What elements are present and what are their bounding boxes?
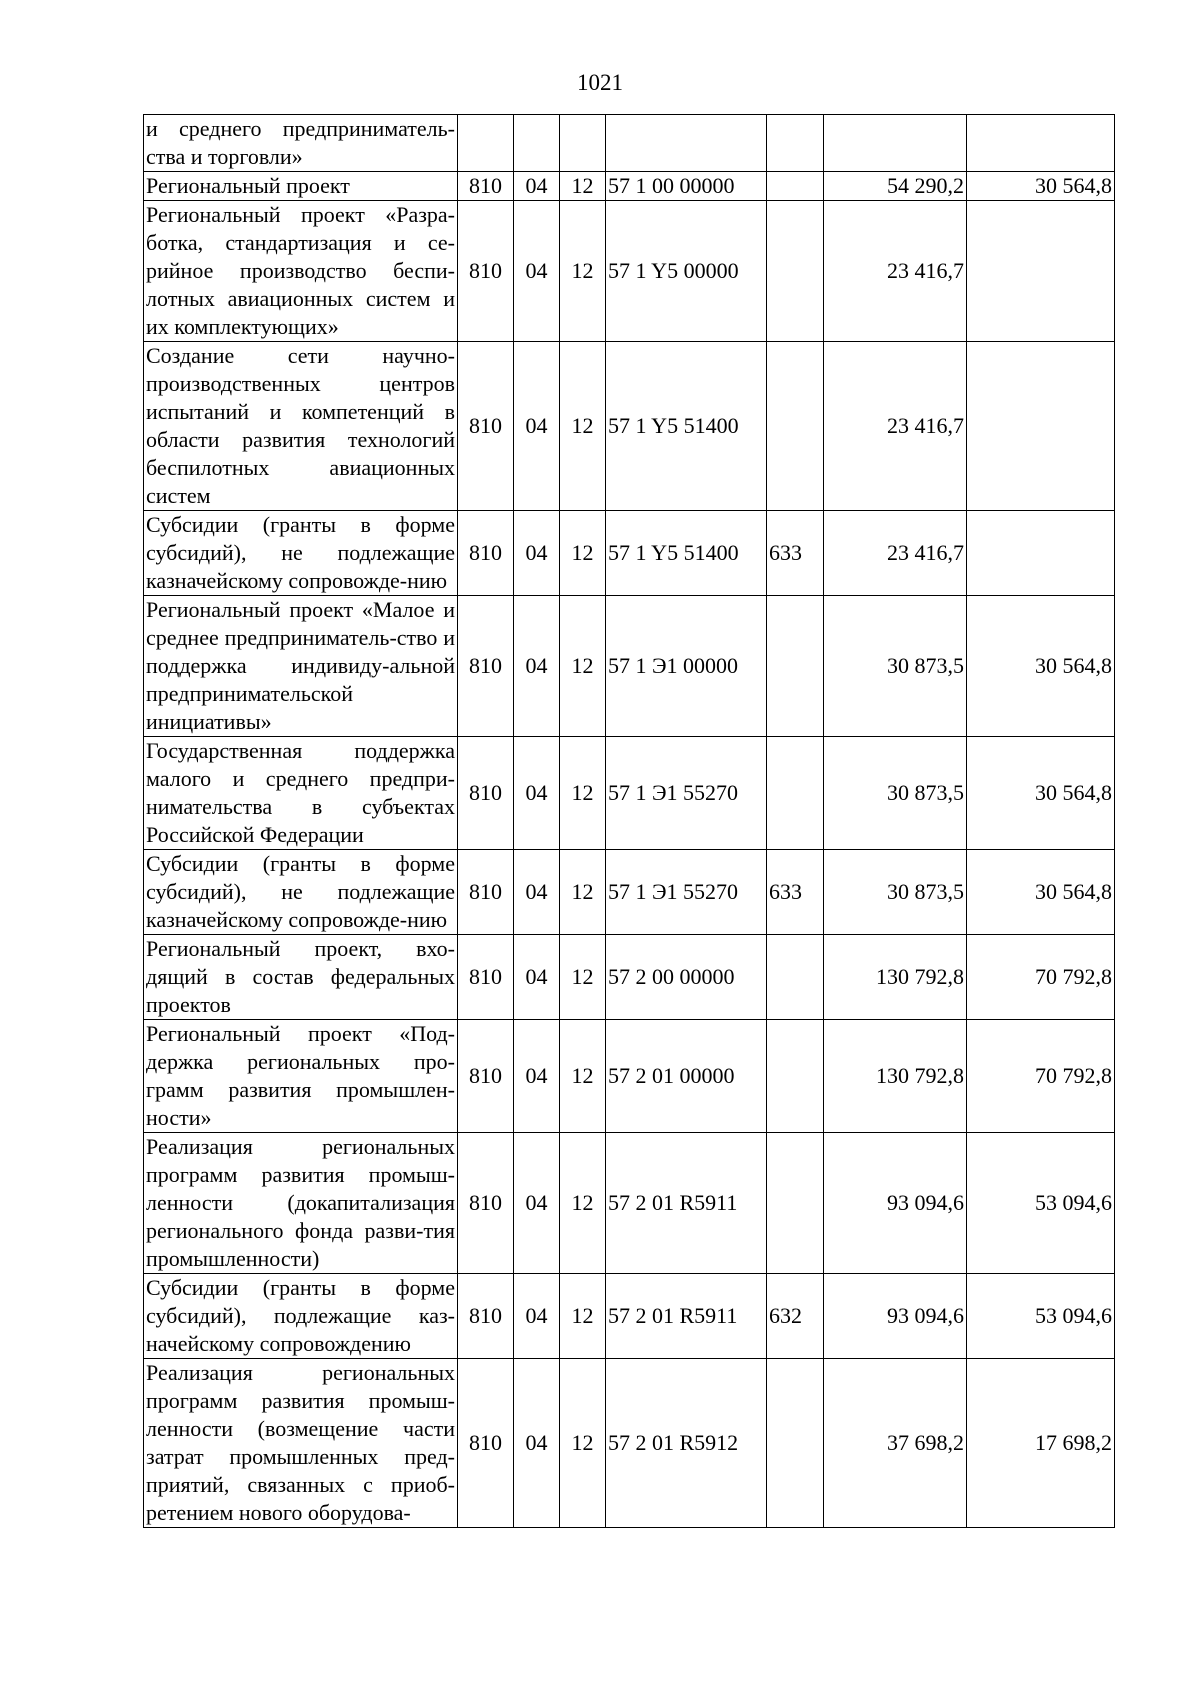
row-name-cell: Субсидии (гранты в форме субсидий), подлежащие каз-начейскому сопровождению [144, 1274, 458, 1359]
section-code-cell: 04 [514, 1274, 560, 1359]
expense-type-cell: 633 [767, 850, 824, 935]
amount-first-cell: 30 873,5 [824, 850, 967, 935]
row-name-cell: Региональный проект «Разра-ботка, стандартизация и се-рийное производство беспи-лотных авиационных систем и их комплектующих» [144, 201, 458, 342]
ministry-code-cell: 810 [458, 1133, 514, 1274]
section-code-cell: 04 [514, 935, 560, 1020]
row-name-cell: Создание сети научно-производственных центров испытаний и компетенций в области развития технологий беспилотных авиационных систем [144, 342, 458, 511]
amount-second-cell: 30 564,8 [967, 737, 1115, 850]
row-name-cell: Реализация региональных программ развития промыш-ленности (возмещение части затрат промышленных пред-приятий, связанных с приоб-ретением нового оборудова- [144, 1359, 458, 1528]
ministry-code-cell: 810 [458, 1020, 514, 1133]
expense-type-cell [767, 1020, 824, 1133]
target-article-cell: 57 1 Э1 55270 [606, 850, 767, 935]
subsection-code-cell: 12 [560, 596, 606, 737]
amount-first-cell: 37 698,2 [824, 1359, 967, 1528]
target-article-cell: 57 1 Э1 00000 [606, 596, 767, 737]
row-name-cell: Реализация региональных программ развития промыш-ленности (докапитализация регионального фонда разви-тия промышленности) [144, 1133, 458, 1274]
subsection-code-cell: 12 [560, 850, 606, 935]
section-code-cell: 04 [514, 201, 560, 342]
target-article-cell: 57 2 01 00000 [606, 1020, 767, 1133]
row-name-cell: Региональный проект «Малое и среднее предприниматель-ство и поддержка индивиду-альной предпринимательской инициативы» [144, 596, 458, 737]
row-name-cell: Субсидии (гранты в форме субсидий), не подлежащие казначейскому сопровожде-нию [144, 850, 458, 935]
row-name-cell: Региональный проект, вхо-дящий в состав федеральных проектов [144, 935, 458, 1020]
amount-second-cell [967, 115, 1115, 172]
expense-type-cell [767, 737, 824, 850]
table-row [144, 1020, 1115, 1133]
ministry-code-cell: 810 [458, 935, 514, 1020]
amount-second-cell [967, 342, 1115, 511]
amount-first-cell: 130 792,8 [824, 1020, 967, 1133]
subsection-code-cell: 12 [560, 935, 606, 1020]
subsection-code-cell: 12 [560, 1274, 606, 1359]
subsection-code-cell: 12 [560, 511, 606, 596]
amount-second-cell: 30 564,8 [967, 172, 1115, 201]
ministry-code-cell: 810 [458, 172, 514, 201]
budget-table [143, 114, 1115, 1528]
ministry-code-cell: 810 [458, 850, 514, 935]
amount-second-cell: 70 792,8 [967, 935, 1115, 1020]
page-number: 1021 [577, 70, 623, 95]
ministry-code-cell: 810 [458, 201, 514, 342]
ministry-code-cell: 810 [458, 511, 514, 596]
ministry-code-cell: 810 [458, 1274, 514, 1359]
expense-type-cell: 632 [767, 1274, 824, 1359]
table-row [144, 172, 1115, 201]
expense-type-cell [767, 201, 824, 342]
table-row [144, 201, 1115, 342]
subsection-code-cell [560, 115, 606, 172]
expense-type-cell: 633 [767, 511, 824, 596]
ministry-code-cell: 810 [458, 737, 514, 850]
section-code-cell: 04 [514, 342, 560, 511]
amount-first-cell: 93 094,6 [824, 1274, 967, 1359]
budget-table-body [144, 115, 1115, 1528]
amount-first-cell: 93 094,6 [824, 1133, 967, 1274]
section-code-cell: 04 [514, 1133, 560, 1274]
subsection-code-cell: 12 [560, 1020, 606, 1133]
expense-type-cell [767, 115, 824, 172]
table-row [144, 1359, 1115, 1528]
subsection-code-cell: 12 [560, 1359, 606, 1528]
table-row [144, 850, 1115, 935]
row-name-cell: Государственная поддержка малого и среднего предпри-нимательства в субъектах Российской Федерации [144, 737, 458, 850]
section-code-cell: 04 [514, 172, 560, 201]
expense-type-cell [767, 1133, 824, 1274]
section-code-cell: 04 [514, 1020, 560, 1133]
target-article-cell [606, 115, 767, 172]
amount-first-cell: 23 416,7 [824, 342, 967, 511]
amount-first-cell: 130 792,8 [824, 935, 967, 1020]
subsection-code-cell: 12 [560, 1133, 606, 1274]
ministry-code-cell: 810 [458, 342, 514, 511]
amount-second-cell [967, 511, 1115, 596]
row-name-cell: и среднего предприниматель-ства и торговли» [144, 115, 458, 172]
target-article-cell: 57 2 00 00000 [606, 935, 767, 1020]
subsection-code-cell: 12 [560, 342, 606, 511]
ministry-code-cell [458, 115, 514, 172]
target-article-cell: 57 2 01 R5911 [606, 1274, 767, 1359]
expense-type-cell [767, 342, 824, 511]
section-code-cell: 04 [514, 737, 560, 850]
table-row [144, 737, 1115, 850]
amount-second-cell: 30 564,8 [967, 850, 1115, 935]
table-row [144, 1274, 1115, 1359]
target-article-cell: 57 1 Э1 55270 [606, 737, 767, 850]
target-article-cell: 57 1 00 00000 [606, 172, 767, 201]
amount-second-cell: 30 564,8 [967, 596, 1115, 737]
table-row [144, 115, 1115, 172]
section-code-cell: 04 [514, 1359, 560, 1528]
table-row [144, 1133, 1115, 1274]
amount-first-cell: 23 416,7 [824, 201, 967, 342]
subsection-code-cell: 12 [560, 172, 606, 201]
section-code-cell: 04 [514, 596, 560, 737]
ministry-code-cell: 810 [458, 596, 514, 737]
amount-first-cell [824, 115, 967, 172]
target-article-cell: 57 2 01 R5912 [606, 1359, 767, 1528]
target-article-cell: 57 2 01 R5911 [606, 1133, 767, 1274]
row-name-cell: Субсидии (гранты в форме субсидий), не подлежащие казначейскому сопровожде-нию [144, 511, 458, 596]
amount-second-cell: 53 094,6 [967, 1133, 1115, 1274]
subsection-code-cell: 12 [560, 201, 606, 342]
target-article-cell: 57 1 Y5 51400 [606, 511, 767, 596]
expense-type-cell [767, 935, 824, 1020]
amount-first-cell: 30 873,5 [824, 596, 967, 737]
amount-first-cell: 54 290,2 [824, 172, 967, 201]
amount-second-cell: 53 094,6 [967, 1274, 1115, 1359]
amount-first-cell: 23 416,7 [824, 511, 967, 596]
table-row [144, 596, 1115, 737]
section-code-cell [514, 115, 560, 172]
expense-type-cell [767, 1359, 824, 1528]
section-code-cell: 04 [514, 850, 560, 935]
table-row [144, 511, 1115, 596]
row-name-cell: Региональный проект «Под-держка региональных про-грамм развития промышлен-ности» [144, 1020, 458, 1133]
table-row [144, 935, 1115, 1020]
amount-second-cell: 17 698,2 [967, 1359, 1115, 1528]
amount-first-cell: 30 873,5 [824, 737, 967, 850]
expense-type-cell [767, 172, 824, 201]
amount-second-cell: 70 792,8 [967, 1020, 1115, 1133]
row-name-cell: Региональный проект [144, 172, 458, 201]
table-row [144, 342, 1115, 511]
section-code-cell: 04 [514, 511, 560, 596]
target-article-cell: 57 1 Y5 00000 [606, 201, 767, 342]
ministry-code-cell: 810 [458, 1359, 514, 1528]
target-article-cell: 57 1 Y5 51400 [606, 342, 767, 511]
amount-second-cell [967, 201, 1115, 342]
subsection-code-cell: 12 [560, 737, 606, 850]
expense-type-cell [767, 596, 824, 737]
